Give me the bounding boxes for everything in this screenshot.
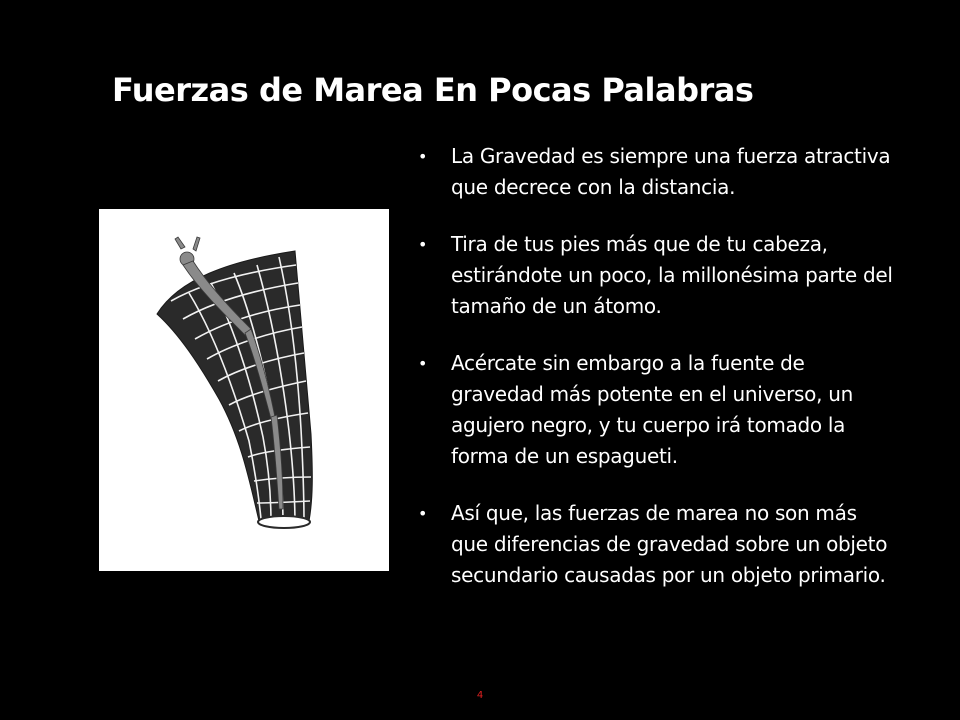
slide-title: Fuerzas de Marea En Pocas Palabras	[112, 71, 754, 109]
bullet-item	[418, 348, 898, 472]
bullet-dot-icon: •	[418, 235, 428, 254]
bullet-dot-icon: •	[418, 147, 428, 166]
bullet-text: Acércate sin embargo a la fuente de gravedad más potente en el universo, un agujero negro, y tu cuerpo irá tomado la forma de un espagueti.	[451, 351, 853, 468]
bullet-text: La Gravedad es siempre una fuerza atractiva que decrece con la distancia.	[451, 144, 891, 199]
black-hole-funnel-icon	[99, 209, 389, 571]
bullet-dot-icon: •	[418, 354, 428, 373]
bullet-item	[418, 141, 898, 203]
bullet-text: Tira de tus pies más que de tu cabeza, estirándote un poco, la millonésima parte del tamaño de un átomo.	[451, 232, 893, 318]
bullet-list	[418, 141, 898, 617]
bullet-item	[418, 229, 898, 322]
spaghettification-illustration	[99, 209, 389, 571]
bullet-dot-icon: •	[418, 504, 428, 523]
page-number: 4	[476, 690, 484, 701]
bullet-item	[418, 498, 898, 591]
bullet-text: Así que, las fuerzas de marea no son más que diferencias de gravedad sobre un objeto secundario causadas por un objeto primario.	[451, 501, 888, 587]
